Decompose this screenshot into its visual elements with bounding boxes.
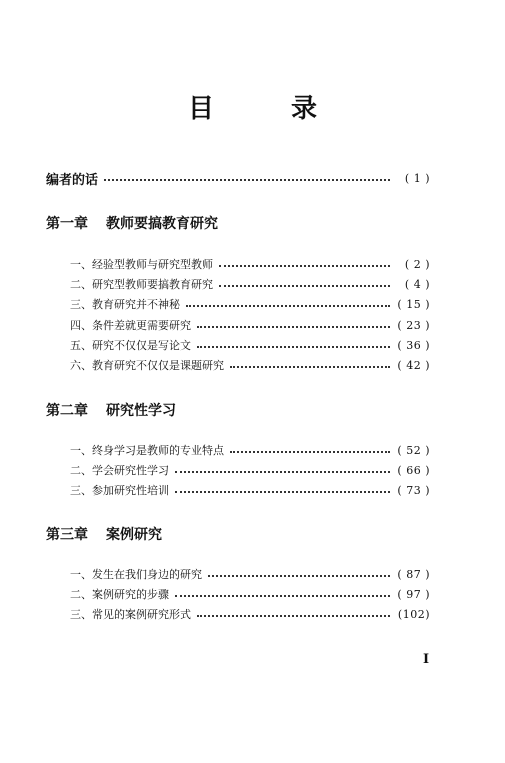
toc-entry-page: ( 36 ) <box>397 338 430 352</box>
toc-entry-page: ( 52 ) <box>397 443 430 457</box>
toc-entry <box>70 586 430 602</box>
dot-leader <box>208 575 390 577</box>
chapter-heading <box>46 400 176 420</box>
toc-entry-page: ( 66 ) <box>397 463 430 477</box>
page-number: I <box>423 652 430 667</box>
toc-entry <box>70 256 430 272</box>
dot-leader <box>104 179 390 181</box>
toc-entry-label: 一、发生在我们身边的研究 <box>70 568 202 581</box>
toc-entry-page: ( 1 ) <box>404 171 430 185</box>
dot-leader <box>219 265 390 267</box>
dot-leader <box>186 305 390 307</box>
dot-leader <box>175 595 390 597</box>
toc-entry-label: 三、参加研究性培训 <box>70 484 169 497</box>
toc-entry <box>70 606 430 622</box>
chapter-number: 第一章 <box>46 216 88 232</box>
toc-entry-page: ( 97 ) <box>397 587 430 601</box>
chapter-title: 研究性学习 <box>106 403 176 419</box>
chapter-number: 第二章 <box>46 403 88 419</box>
dot-leader <box>175 491 390 493</box>
toc-entry <box>70 482 430 498</box>
chapter-title: 案例研究 <box>106 527 162 543</box>
toc-entry-label: 四、条件差就更需要研究 <box>70 319 191 332</box>
toc-entry-label: 三、常见的案例研究形式 <box>70 608 191 621</box>
toc-entry-label: 五、研究不仅仅是写论文 <box>70 339 191 352</box>
page-title: 目 录 <box>187 94 352 124</box>
toc-entry <box>70 337 430 353</box>
toc-entry-label: 一、经验型教师与研究型教师 <box>70 258 213 271</box>
toc-entry <box>70 357 430 373</box>
toc-entry <box>70 317 430 333</box>
chapter-heading <box>46 524 162 544</box>
toc-entry-page: ( 23 ) <box>397 318 430 332</box>
toc-entry <box>70 442 430 458</box>
toc-entry-page: ( 4 ) <box>404 277 430 291</box>
dot-leader <box>219 285 390 287</box>
toc-entry-label: 二、研究型教师要搞教育研究 <box>70 278 213 291</box>
toc-entry-label: 三、教育研究并不神秘 <box>70 298 180 311</box>
toc-entry-page: ( 15 ) <box>397 297 430 311</box>
toc-entry <box>70 296 430 312</box>
dot-leader <box>197 615 390 617</box>
toc-entry-label: 一、终身学习是教师的专业特点 <box>70 444 224 457</box>
toc-entry <box>70 462 430 478</box>
toc-entry-page: ( 42 ) <box>397 358 430 372</box>
dot-leader <box>230 451 390 453</box>
toc-entry-page: ( 87 ) <box>397 567 430 581</box>
chapter-title: 教师要搞教育研究 <box>106 216 218 232</box>
dot-leader <box>197 326 390 328</box>
chapter-number: 第三章 <box>46 527 88 543</box>
dot-leader <box>230 366 390 368</box>
toc-entry-label: 二、案例研究的步骤 <box>70 588 169 601</box>
toc-entry-preface <box>46 170 430 186</box>
toc-entry <box>70 566 430 582</box>
toc-entry-label: 二、学会研究性学习 <box>70 464 169 477</box>
dot-leader <box>175 471 390 473</box>
toc-entry-label: 编者的话 <box>46 172 99 188</box>
toc-entry-page: ( 73 ) <box>397 483 430 497</box>
toc-entry <box>70 276 430 292</box>
chapter-heading <box>46 213 218 233</box>
toc-entry-page: (102) <box>397 607 430 621</box>
toc-entry-page: ( 2 ) <box>404 257 430 271</box>
dot-leader <box>197 346 390 348</box>
toc-entry-label: 六、教育研究不仅仅是课题研究 <box>70 359 224 372</box>
